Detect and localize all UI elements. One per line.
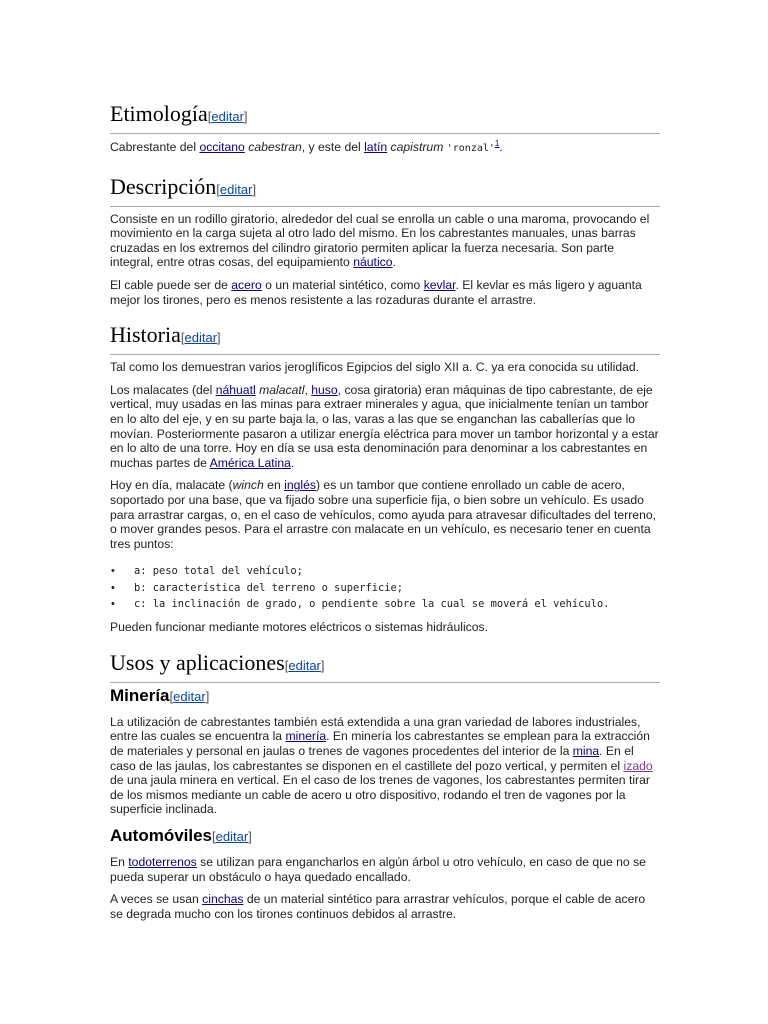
edit-section-link: [editar]	[207, 109, 248, 124]
subsection-title: Automóviles	[110, 825, 213, 845]
paragraph: Los malacates (del náhuatl malacatl, huso, cosa giratoria) eran máquinas de tipo cabrestante, de eje vertical, muy usadas en las minas para extraer minerales y agua, que inicialmente tenían un tambor en lo alto del eje, y en su parte baja la, o las, varas a las que se enganchan las caballerías que lo movían. Posteriormente pasaron a utilizar energía eléctrica para mover un tambor horizontal y a estar en lo alto de una torre. Hoy en día se usa esta denominación para denominar a los cabrestantes en muchas partes de América Latina.	[110, 382, 659, 470]
edit-link[interactable]: editar	[215, 828, 249, 844]
link-latin[interactable]: latín	[364, 140, 388, 154]
paragraph: El cable puede ser de acero o un material sintético, como kevlar. El kevlar es más ligero y aguanta mejor los tirones, pero es menos resistente a las rozaduras durante el arrastre.	[110, 277, 642, 307]
paragraph: A veces se usan cinchas de un material sintético para arrastrar vehículos, porque el cable de acero se degrada mucho con los tirones continuos debidos al arrastre.	[110, 892, 646, 921]
section-heading-etimologia	[110, 100, 660, 134]
subsection-title: Minería	[110, 685, 170, 705]
list-item: • b: característica del terreno o superficie;	[110, 580, 660, 596]
edit-section-link: [editar]	[216, 181, 257, 197]
paragraph: Pueden funcionar mediante motores eléctricos o sistemas hidráulicos.	[110, 620, 489, 635]
link-nahuatl[interactable]: náhuatl	[215, 382, 256, 397]
article-content	[110, 92, 660, 929]
section-title: Historia	[110, 322, 181, 348]
section-heading-historia	[110, 321, 660, 355]
paragraph: Hoy en día, malacate (winch en inglés) es un tambor que contiene enrollado un cable de acero, soportado por una base, que va fijado sobre una superficie fija, o bien sobre un vehículo. Es usado para arrastrar cargas, o, en el caso de vehículos, como ayuda para atravesar dificultades del terreno, o mover grandes pesos. Para el arrastre con malacate en un vehículo, es necesario tener en cuenta tres puntos:	[110, 478, 657, 551]
link-izado[interactable]: izado	[623, 758, 653, 773]
paragraph: En todoterrenos se utilizan para engancharlos en algún árbol u otro vehículo, en caso de que no se pueda superar un obstáculo o haya quedado encallado.	[110, 854, 646, 884]
link-occitano[interactable]: occitano	[199, 140, 245, 154]
edit-section-link: [editar]	[212, 828, 252, 844]
link-todoterrenos[interactable]: todoterrenos	[128, 854, 197, 869]
link-mina[interactable]: mina	[572, 743, 600, 758]
list-item: • c: la inclinación de grado, o pendiente sobre la cual se moverá el vehículo.	[110, 596, 660, 612]
edit-link[interactable]: editar	[288, 657, 321, 673]
gloss: 'ronzal'	[446, 143, 495, 154]
edit-link[interactable]: editar	[173, 688, 206, 704]
list-item: • a: peso total del vehículo;	[110, 563, 660, 579]
edit-link[interactable]: editar	[184, 330, 218, 346]
subsection-heading-mineria	[110, 685, 660, 708]
link-acero[interactable]: acero	[231, 277, 262, 292]
edit-link[interactable]: editar	[211, 109, 244, 124]
section-heading-usos	[110, 649, 660, 683]
section-title: Descripción	[110, 173, 217, 199]
link-cinchas[interactable]: cinchas	[202, 892, 244, 907]
link-kevlar[interactable]: kevlar	[423, 277, 456, 292]
subsection-heading-automoviles	[110, 825, 660, 848]
points-list	[110, 563, 660, 612]
reference-link[interactable]: 1	[494, 138, 500, 148]
section-title: Usos y aplicaciones	[110, 649, 285, 675]
paragraph: Tal como los demuestran varios jeroglíficos Egipcios del siglo XII a. C. ya era conocida su utilidad.	[110, 360, 640, 375]
section-heading-descripcion	[110, 173, 660, 207]
edit-section-link: [editar]	[180, 330, 221, 346]
link-mineria[interactable]: minería	[285, 729, 327, 744]
link-ingles[interactable]: inglés	[284, 478, 316, 493]
edit-section-link: [editar]	[169, 688, 210, 704]
link-america-latina[interactable]: América Latina	[209, 455, 291, 470]
paragraph: Cabrestante del occitano cabestran, y este del latín capistrum 'ronzal'$^1$.	[110, 138, 503, 154]
link-huso[interactable]: huso	[311, 382, 338, 397]
section-title: Etimología	[110, 101, 208, 126]
paragraph: Consiste en un rodillo giratorio, alrededor del cual se enrolla un cable o una maroma, provocando el movimiento en la carga sujeta al otro lado del mismo. En los cabrestantes manuales, unas barras cruzadas en los extremos del cilindro giratorio permiten aplicar la fuerza necesaria. Son parte integral, entre otras cosas, del equipamiento náutico.	[110, 211, 650, 270]
link-nautico[interactable]: náutico	[353, 255, 393, 270]
edit-link[interactable]: editar	[219, 181, 253, 197]
paragraph: La utilización de cabrestantes también está extendida a una gran variedad de labores industriales, entre las cuales se encuentra la minería. En minería los cabrestantes se emplean para la extracción de materiales y personal en jaulas o trenes de vagones procedentes del interior de la mina. En el caso de las jaulas, los cabrestantes se disponen en el castillete del pozo vertical, y permiten el izado de una jaula minera en vertical. En el caso de los trenes de vagones, los cabrestantes permiten tirar de los mismos mediante un cable de acero u otro dispositivo, rodando el tren de vagones por la superficie inclinada.	[110, 714, 653, 817]
edit-section-link: [editar]	[284, 657, 325, 673]
